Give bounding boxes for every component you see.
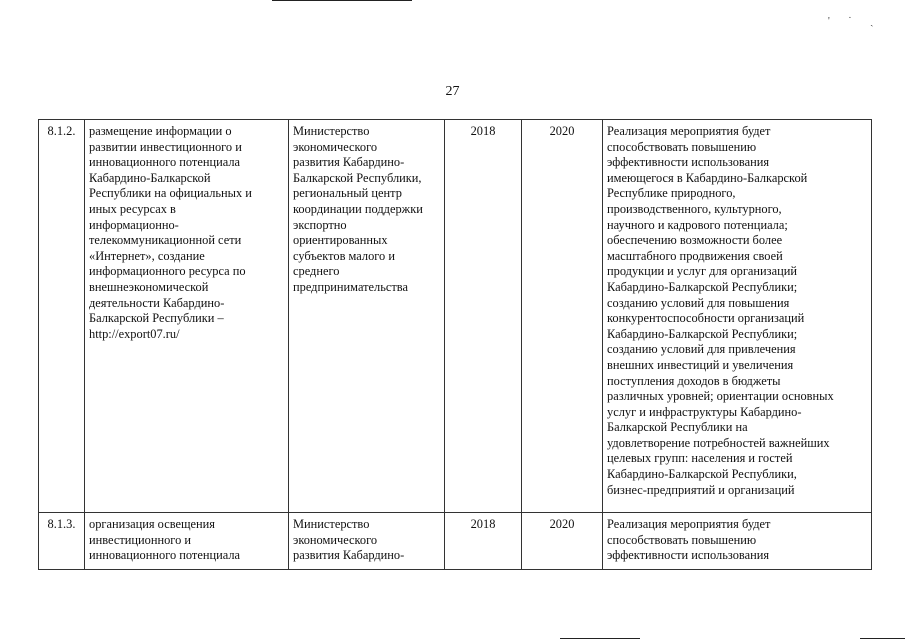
end-year-cell: 2020 [522, 513, 603, 570]
scan-artifact-bottom [560, 638, 640, 639]
scan-artifact-bottom-right [860, 638, 905, 639]
activity-table [38, 119, 872, 570]
executor-cell: Министерство экономического развития Кабардино- Балкарской Республики, региональный центр координации поддержки экспортно ориентированных субъектов малого и среднего предпринимательства [289, 120, 445, 513]
table-row [39, 513, 872, 570]
scan-dots: ' ˙ ˎ [828, 16, 882, 27]
row-number: 8.1.3. [39, 513, 85, 570]
scan-artifact-top [272, 0, 412, 1]
table-row [39, 120, 872, 513]
row-number: 8.1.2. [39, 120, 85, 513]
result-cell: Реализация мероприятия будет способствовать повышению эффективности использования имеющегося в Кабардино-Балкарской Республике природного, производственного, культурного, научного и кадрового потенциала; обеспечению возможности более масштабного продвижения своей продукции и услуг для организаций Кабардино-Балкарской Республики; созданию условий для повышения конкурентоспособности организаций Кабардино-Балкарской Республики; созданию условий для привлечения внешних инвестиций и увеличения поступления доходов в бюджеты различных уровней; ориентации основных услуг и инфраструктуры Кабардино- Балкарской Республики на удовлетворение потребностей важнейших целевых групп: населения и гостей Кабардино-Балкарской Республики, бизнес-предприятий и организаций [603, 120, 872, 513]
result-cell: Реализация мероприятия будет способствовать повышению эффективности использования [603, 513, 872, 570]
start-year-cell: 2018 [445, 120, 522, 513]
activity-cell: размещение информации о развитии инвестиционного и инновационного потенциала Кабардино-Балкарской Республики на официальных и иных ресурсах в информационно- телекоммуникационной сети «Интернет», создание информационного ресурса по внешнеэкономической деятельности Кабардино- Балкарской Республики – http://export07.ru/ [85, 120, 289, 513]
page-number: 27 [445, 84, 460, 99]
start-year-cell: 2018 [445, 513, 522, 570]
end-year-cell: 2020 [522, 120, 603, 513]
executor-cell: Министерство экономического развития Кабардино- [289, 513, 445, 570]
activity-cell: организация освещения инвестиционного и инновационного потенциала [85, 513, 289, 570]
